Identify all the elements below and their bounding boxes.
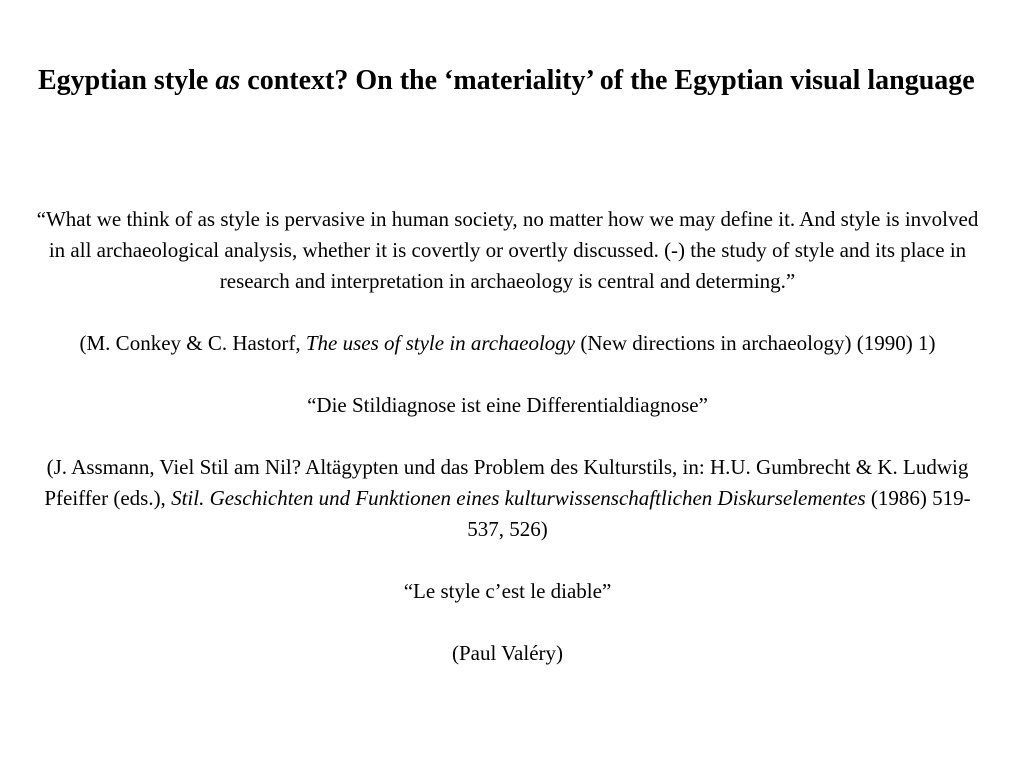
title-part-1: Egyptian style (38, 65, 216, 96)
slide-body (30, 204, 985, 669)
title-italic-as: as (215, 65, 241, 96)
citation-1-suffix: (New directions in archaeology) (1990) 1) (575, 331, 936, 355)
title-part-2: context? On the ‘materiality’ of the Egyptian visual language (240, 65, 975, 96)
citation-conkey-hastorf (30, 328, 985, 359)
spacer (30, 607, 985, 638)
citation-valery: (Paul Valéry) (452, 641, 563, 665)
slide-title (38, 62, 988, 100)
quote-assmann: “Die Stildiagnose ist eine Differentialdiagnose” (307, 393, 708, 417)
spacer (30, 297, 985, 328)
quote-valery: “Le style c’est le diable” (403, 579, 612, 603)
citation-1-prefix: (M. Conkey & C. Hastorf, (79, 331, 306, 355)
spacer (30, 359, 985, 390)
citation-2-suffix: (1986) 519-537, 526) (467, 486, 971, 541)
spacer (30, 421, 985, 452)
citation-1-book-title: The uses of style in archaeology (305, 331, 576, 355)
citation-2-prefix: (J. Assmann, Viel Stil am Nil? Altägypten und das Problem des Kulturstils, in: H.U. Gumbrecht & K. Ludwig Pfeiffer (eds.), (44, 455, 969, 510)
quote-conkey-hastorf: “What we think of as style is pervasive in human society, no matter how we may define it. And style is involved in all archaeological analysis, whether it is covertly or overtly discussed. (-) the study of style and its place in research and interpretation in archaeology is central and determing.” (36, 207, 979, 293)
citation-assmann (30, 452, 985, 545)
spacer (30, 545, 985, 576)
citation-2-book-title: Stil. Geschichten und Funktionen eines kulturwissenschaftlichen Diskurselementes (171, 486, 866, 510)
